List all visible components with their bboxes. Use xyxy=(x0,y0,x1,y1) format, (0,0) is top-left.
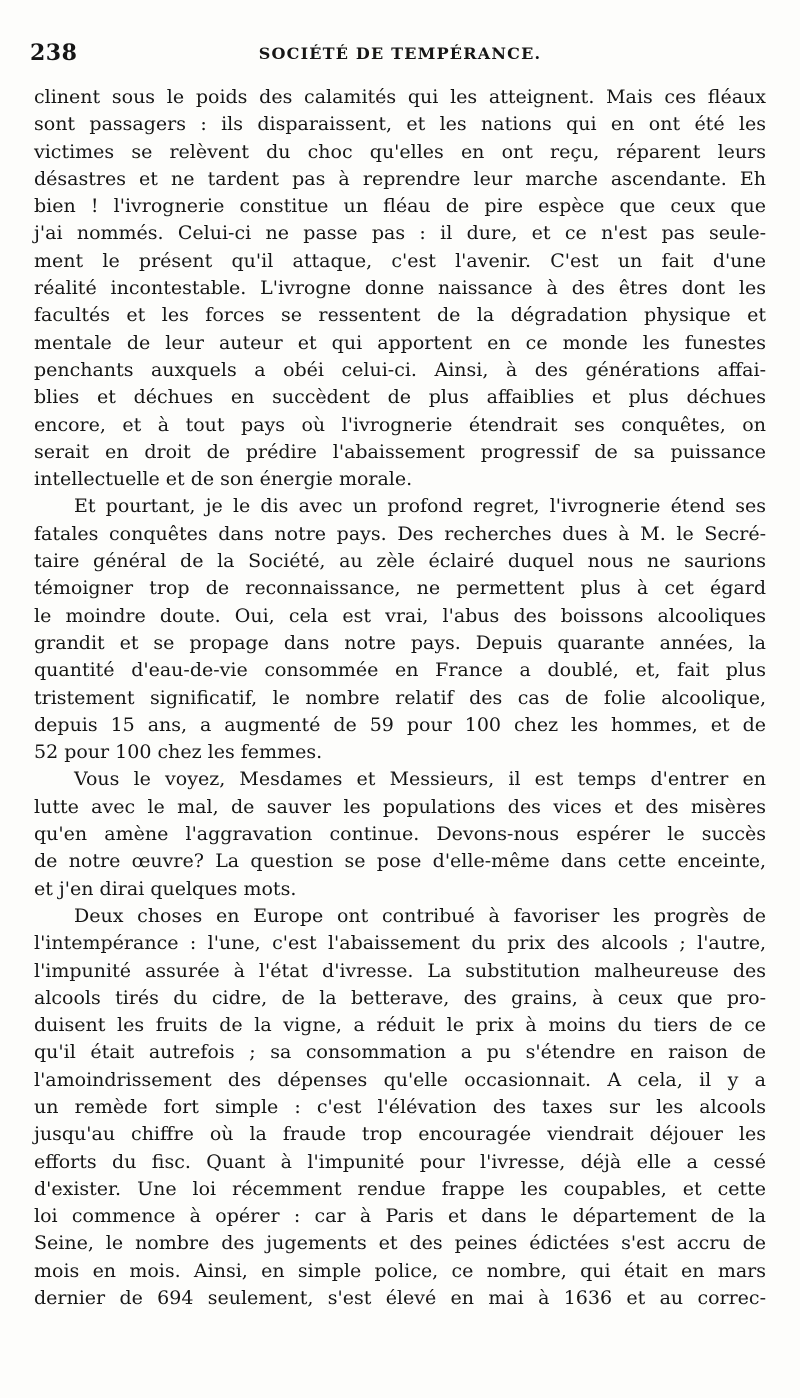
text-line: grandit et se propage dans notre pays. Depuis quarante années, la xyxy=(34,631,766,654)
text-line: qu'en amène l'aggravation continue. Devons-nous espérer le succès xyxy=(34,823,766,846)
text-line: quantité d'eau-de-vie consommée en France a doublé, et, fait plus xyxy=(34,659,766,682)
text-line: victimes se relèvent du choc qu'elles en ont reçu, réparent leurs xyxy=(34,140,766,163)
text-line: depuis 15 ans, a augmenté de 59 pour 100 chez les hommes, et de xyxy=(34,713,766,736)
text-line: sont passagers : ils disparaissent, et les nations qui en ont été les xyxy=(34,113,766,136)
page-header xyxy=(30,40,770,76)
text-line: mentale de leur auteur et qui apportent en ce monde les funestes xyxy=(34,331,766,354)
text-line: penchants auxquels a obéi celui-ci. Ainsi, à des générations affai- xyxy=(34,358,766,381)
text-line: blies et déchues en succèdent de plus affaiblies et plus déchues xyxy=(34,386,766,409)
text-line: loi commence à opérer : car à Paris et dans le département de la xyxy=(34,1205,766,1228)
text-line: qu'il était autrefois ; sa consommation a pu s'étendre en raison de xyxy=(34,1041,766,1064)
text-line: dernier de 694 seulement, s'est élevé en mai à 1636 et au correc- xyxy=(34,1287,766,1310)
text-line: désastres et ne tardent pas à reprendre leur marche ascendante. Eh xyxy=(34,167,766,190)
text-line: l'amoindrissement des dépenses qu'elle occasionnait. A cela, il y a xyxy=(34,1068,766,1091)
text-line: ment le présent qu'il attaque, c'est l'avenir. C'est un fait d'une xyxy=(34,249,766,272)
text-line: le moindre doute. Oui, cela est vrai, l'abus des boissons alcooliques xyxy=(34,604,766,627)
paragraph-first-line: Vous le voyez, Mesdames et Messieurs, il est temps d'entrer en xyxy=(74,768,766,791)
text-line: lutte avec le mal, de sauver les populations des vices et des misères xyxy=(34,795,766,818)
text-line: un remède fort simple : c'est l'élévation des taxes sur les alcools xyxy=(34,1095,766,1118)
text-line: clinent sous le poids des calamités qui les atteignent. Mais ces fléaux xyxy=(34,86,766,108)
running-title: SOCIÉTÉ DE TEMPÉRANCE. xyxy=(258,44,542,63)
text-line: jusqu'au chiffre où la fraude trop encouragée viendrait déjouer les xyxy=(34,1123,766,1146)
text-line: réalité incontestable. L'ivrogne donne naissance à des êtres dont les xyxy=(34,277,766,300)
text-line: taire général de la Société, au zèle éclairé duquel nous ne saurions xyxy=(34,550,766,573)
text-line: l'impunité assurée à l'état d'ivresse. La substitution malheureuse des xyxy=(34,959,766,982)
paragraph-last-line: et j'en dirai quelques mots. xyxy=(34,877,297,900)
paragraph-last-line: 52 pour 100 chez les femmes. xyxy=(34,741,323,764)
text-line: tristement significatif, le nombre relatif des cas de folie alcoolique, xyxy=(34,686,766,709)
text-line: duisent les fruits de la vigne, a réduit le prix à moins du tiers de ce xyxy=(34,1014,766,1037)
text-line: encore, et à tout pays où l'ivrognerie étendrait ses conquêtes, on xyxy=(34,413,766,436)
body-text xyxy=(34,84,766,1312)
text-line: témoigner trop de reconnaissance, ne permettent plus à cet égard xyxy=(34,577,766,600)
text-line: mois en mois. Ainsi, en simple police, ce nombre, qui était en mars xyxy=(34,1259,766,1282)
text-line: d'exister. Une loi récemment rendue frappe les coupables, et cette xyxy=(34,1177,766,1200)
text-line: fatales conquêtes dans notre pays. Des recherches dues à M. le Secré- xyxy=(34,522,766,545)
paragraph-first-line: Deux choses en Europe ont contribué à favoriser les progrès de xyxy=(74,904,766,927)
text-line: alcools tirés du cidre, de la betterave, des grains, à ceux que pro- xyxy=(34,986,766,1009)
text-line: j'ai nommés. Celui-ci ne passe pas : il dure, et ce n'est pas seule- xyxy=(34,222,766,245)
text-line: Seine, le nombre des jugements et des peines édictées s'est accru de xyxy=(34,1232,766,1255)
text-line: l'intempérance : l'une, c'est l'abaissement du prix des alcools ; l'autre, xyxy=(34,932,766,955)
page-number: 238 xyxy=(30,40,78,66)
text-line: serait en droit de prédire l'abaissement progressif de sa puissance xyxy=(34,440,766,463)
paragraph-first-line: Et pourtant, je le dis avec un profond regret, l'ivrognerie étend ses xyxy=(74,495,766,518)
text-line: efforts du fisc. Quant à l'impunité pour l'ivresse, déjà elle a cessé xyxy=(34,1150,766,1173)
text-line: de notre œuvre? La question se pose d'elle-même dans cette enceinte, xyxy=(34,850,766,873)
paragraph-last-line: intellectuelle et de son énergie morale. xyxy=(34,468,413,491)
text-line: facultés et les forces se ressentent de la dégradation physique et xyxy=(34,304,766,327)
text-line: bien ! l'ivrognerie constitue un fléau de pire espèce que ceux que xyxy=(34,195,766,218)
